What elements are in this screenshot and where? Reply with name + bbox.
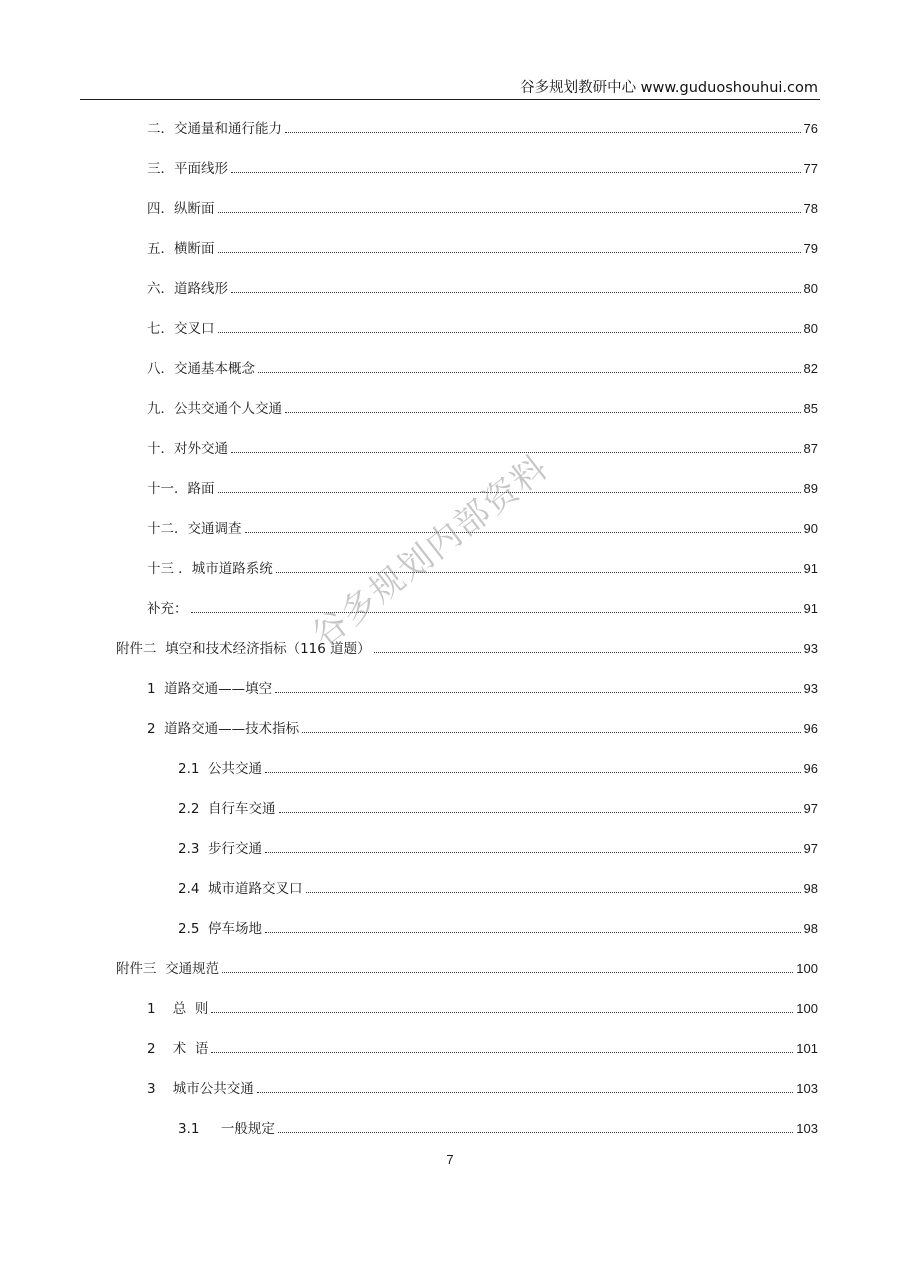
toc-label: 十三 ．城市道路系统: [147, 561, 273, 577]
toc-page-number: 96: [803, 761, 818, 776]
toc-page-number: 103: [796, 1081, 818, 1096]
toc-label: 十一．路面: [147, 481, 215, 497]
toc-leader: [276, 572, 801, 573]
toc-label: 2.2 自行车交通: [178, 801, 276, 817]
toc-entry[interactable]: [147, 114, 818, 138]
toc-leader: [258, 372, 801, 373]
toc-entry[interactable]: [147, 674, 818, 698]
toc-leader: [211, 1052, 793, 1053]
toc-entry[interactable]: [178, 754, 818, 778]
toc-label: 附件二 填空和技术经济指标（116 道题）: [116, 641, 371, 657]
toc-leader: [278, 1132, 793, 1133]
toc-label: 九．公共交通个人交通: [147, 401, 282, 417]
toc-entry[interactable]: [147, 394, 818, 418]
toc-entry[interactable]: [147, 994, 818, 1018]
toc-label: 1 总 则: [147, 1001, 209, 1017]
toc-page-number: 98: [803, 921, 818, 936]
toc-entry[interactable]: [147, 714, 818, 738]
toc-leader: [222, 972, 793, 973]
toc-leader: [265, 852, 800, 853]
toc-label: 2.4 城市道路交叉口: [178, 881, 303, 897]
toc-leader: [265, 932, 800, 933]
toc-page-number: 87: [803, 441, 818, 456]
toc-label: 三．平面线形: [147, 161, 228, 177]
toc-leader: [218, 252, 801, 253]
toc-entry[interactable]: [147, 234, 818, 258]
toc-label: 3 城市公共交通: [147, 1081, 254, 1097]
toc-page-number: 79: [803, 241, 818, 256]
toc-page-number: 90: [803, 521, 818, 536]
toc-leader: [231, 172, 801, 173]
toc-entry[interactable]: [147, 434, 818, 458]
toc-page-number: 91: [803, 601, 818, 616]
toc-entry[interactable]: [116, 634, 818, 658]
toc-page-number: 77: [803, 161, 818, 176]
toc-page-number: 80: [803, 281, 818, 296]
toc-label: 2.1 公共交通: [178, 761, 263, 777]
toc-page-number: 76: [803, 121, 818, 136]
toc-entry[interactable]: [178, 794, 818, 818]
toc-leader: [191, 612, 801, 613]
toc-label: 2.3 步行交通: [178, 841, 263, 857]
toc-entry[interactable]: [147, 194, 818, 218]
toc-leader: [257, 1092, 794, 1093]
toc-leader: [285, 412, 801, 413]
toc-entry[interactable]: [147, 554, 818, 578]
toc-entry[interactable]: [147, 154, 818, 178]
toc-entry[interactable]: [178, 834, 818, 858]
toc-page-number: 89: [803, 481, 818, 496]
toc-page-number: 97: [803, 841, 818, 856]
toc-label: 二．交通量和通行能力: [147, 121, 282, 137]
toc-label: 2.5 停车场地: [178, 921, 263, 937]
toc-leader: [265, 772, 800, 773]
page-number: 7: [446, 1152, 454, 1167]
toc-leader: [285, 132, 801, 133]
toc-leader: [218, 332, 801, 333]
toc-page-number: 93: [803, 681, 818, 696]
toc-leader: [302, 732, 800, 733]
toc-entry[interactable]: [147, 354, 818, 378]
toc-page-number: 80: [803, 321, 818, 336]
toc-entry[interactable]: [116, 954, 818, 978]
toc-entry[interactable]: [147, 1034, 818, 1058]
toc-entry[interactable]: [147, 274, 818, 298]
toc-label: 六．道路线形: [147, 281, 228, 297]
toc-label: 七．交叉口: [147, 321, 215, 337]
toc-label: 补充：: [147, 601, 188, 617]
toc-leader: [374, 652, 801, 653]
toc-page-number: 78: [803, 201, 818, 216]
toc-page-number: 82: [803, 361, 818, 376]
toc-entry[interactable]: [178, 874, 818, 898]
header-text: 谷多规划教研中心 www.guduoshouhui.com: [520, 80, 818, 96]
toc-label: 1 道路交通——填空: [147, 681, 273, 697]
toc-label: 五．横断面: [147, 241, 215, 257]
toc-page-number: 97: [803, 801, 818, 816]
toc-label: 十二．交通调查: [147, 521, 242, 537]
toc-page-number: 100: [796, 1001, 818, 1016]
toc-leader: [245, 532, 801, 533]
toc-page-number: 103: [796, 1121, 818, 1136]
toc-entry[interactable]: [178, 914, 818, 938]
toc-leader: [211, 1012, 793, 1013]
toc-leader: [279, 812, 801, 813]
toc-label: 附件三 交通规范: [116, 961, 220, 977]
watermark: 谷多规划内部资料: [304, 446, 557, 656]
toc-leader: [275, 692, 800, 693]
toc-page-number: 98: [803, 881, 818, 896]
toc-leader: [218, 212, 801, 213]
toc-page-number: 91: [803, 561, 818, 576]
toc-page-number: 101: [796, 1041, 818, 1056]
toc-page-number: 85: [803, 401, 818, 416]
toc-entry[interactable]: [147, 1074, 818, 1098]
toc-entry[interactable]: [178, 1114, 818, 1138]
toc-label: 八．交通基本概念: [147, 361, 255, 377]
toc-entry[interactable]: [147, 594, 818, 618]
toc-page-number: 100: [796, 961, 818, 976]
toc-label: 2 道路交通——技术指标: [147, 721, 300, 737]
toc-leader: [306, 892, 801, 893]
toc-label: 3.1 一般规定: [178, 1121, 275, 1137]
toc-label: 十．对外交通: [147, 441, 228, 457]
toc-entry[interactable]: [147, 314, 818, 338]
toc-leader: [231, 292, 801, 293]
toc-page-number: 96: [803, 721, 818, 736]
toc-label: 2 术 语: [147, 1041, 209, 1057]
toc-page-number: 93: [803, 641, 818, 656]
toc-label: 四．纵断面: [147, 201, 215, 217]
